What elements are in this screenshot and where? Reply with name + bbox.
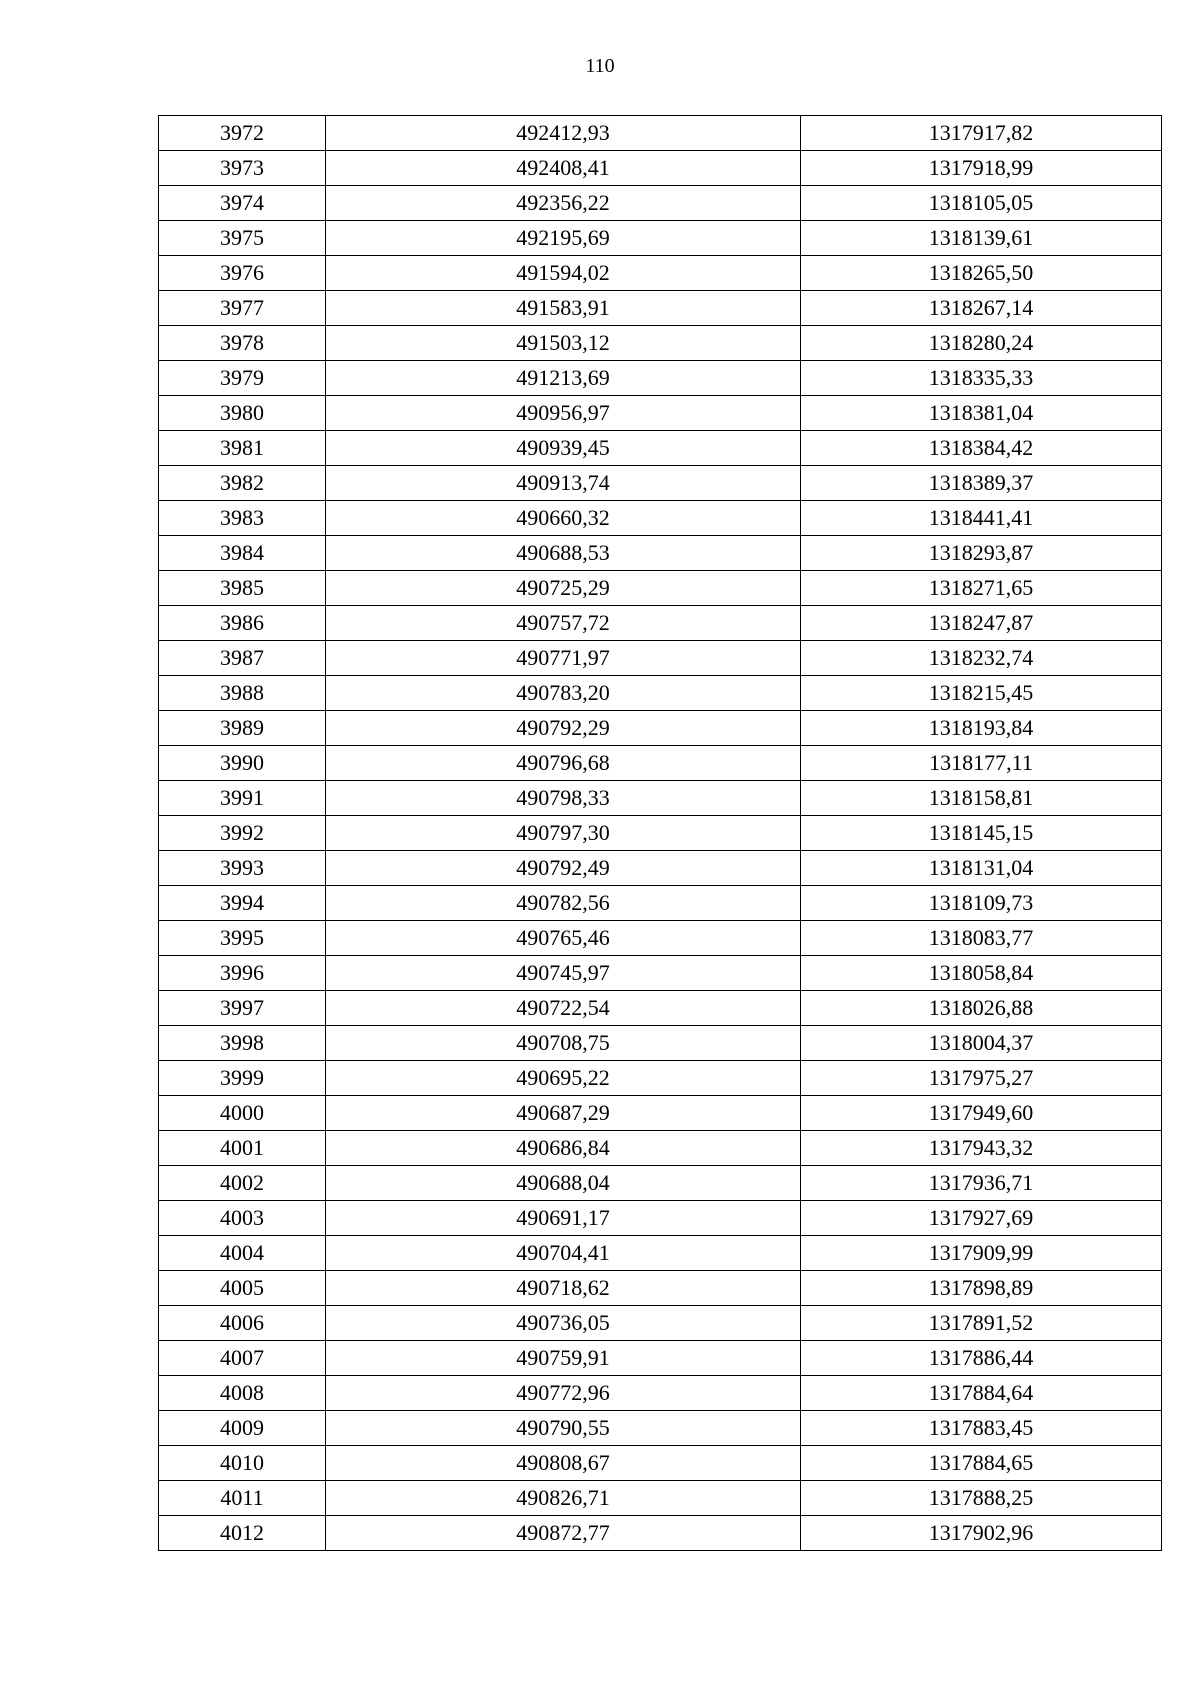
y-coordinate-cell: 1318109,73 xyxy=(801,886,1162,921)
table-row xyxy=(159,1481,1162,1516)
y-coordinate-cell: 1318131,04 xyxy=(801,851,1162,886)
table-row xyxy=(159,1026,1162,1061)
x-coordinate-cell: 492412,93 xyxy=(326,116,801,151)
x-coordinate-cell: 490792,29 xyxy=(326,711,801,746)
table-row xyxy=(159,291,1162,326)
x-coordinate-cell: 490686,84 xyxy=(326,1131,801,1166)
y-coordinate-cell: 1318026,88 xyxy=(801,991,1162,1026)
y-coordinate-cell: 1318441,41 xyxy=(801,501,1162,536)
table-row xyxy=(159,571,1162,606)
table-row xyxy=(159,781,1162,816)
table-row xyxy=(159,186,1162,221)
point-number-cell: 3980 xyxy=(159,396,326,431)
y-coordinate-cell: 1317884,64 xyxy=(801,1376,1162,1411)
point-number-cell: 3977 xyxy=(159,291,326,326)
point-number-cell: 3979 xyxy=(159,361,326,396)
y-coordinate-cell: 1318105,05 xyxy=(801,186,1162,221)
page-number: 110 xyxy=(585,55,615,77)
table-row xyxy=(159,501,1162,536)
y-coordinate-cell: 1317909,99 xyxy=(801,1236,1162,1271)
x-coordinate-cell: 490691,17 xyxy=(326,1201,801,1236)
y-coordinate-cell: 1317936,71 xyxy=(801,1166,1162,1201)
table-row xyxy=(159,1096,1162,1131)
x-coordinate-cell: 490826,71 xyxy=(326,1481,801,1516)
point-number-cell: 3989 xyxy=(159,711,326,746)
x-coordinate-cell: 491594,02 xyxy=(326,256,801,291)
table-row xyxy=(159,676,1162,711)
y-coordinate-cell: 1317902,96 xyxy=(801,1516,1162,1551)
point-number-cell: 3997 xyxy=(159,991,326,1026)
y-coordinate-cell: 1318177,11 xyxy=(801,746,1162,781)
y-coordinate-cell: 1317975,27 xyxy=(801,1061,1162,1096)
x-coordinate-cell: 490772,96 xyxy=(326,1376,801,1411)
y-coordinate-cell: 1318280,24 xyxy=(801,326,1162,361)
table-row xyxy=(159,606,1162,641)
y-coordinate-cell: 1317884,65 xyxy=(801,1446,1162,1481)
table-row xyxy=(159,396,1162,431)
x-coordinate-cell: 490782,56 xyxy=(326,886,801,921)
table-row xyxy=(159,466,1162,501)
x-coordinate-cell: 491213,69 xyxy=(326,361,801,396)
table-row xyxy=(159,991,1162,1026)
table-row xyxy=(159,116,1162,151)
coordinates-table xyxy=(158,115,1162,1551)
point-number-cell: 4012 xyxy=(159,1516,326,1551)
x-coordinate-cell: 490695,22 xyxy=(326,1061,801,1096)
point-number-cell: 3993 xyxy=(159,851,326,886)
x-coordinate-cell: 490704,41 xyxy=(326,1236,801,1271)
y-coordinate-cell: 1318271,65 xyxy=(801,571,1162,606)
point-number-cell: 4005 xyxy=(159,1271,326,1306)
point-number-cell: 4010 xyxy=(159,1446,326,1481)
y-coordinate-cell: 1318004,37 xyxy=(801,1026,1162,1061)
x-coordinate-cell: 490783,20 xyxy=(326,676,801,711)
y-coordinate-cell: 1317898,89 xyxy=(801,1271,1162,1306)
x-coordinate-cell: 490939,45 xyxy=(326,431,801,466)
y-coordinate-cell: 1318384,42 xyxy=(801,431,1162,466)
table-row xyxy=(159,1131,1162,1166)
y-coordinate-cell: 1317927,69 xyxy=(801,1201,1162,1236)
x-coordinate-cell: 490708,75 xyxy=(326,1026,801,1061)
point-number-cell: 3983 xyxy=(159,501,326,536)
x-coordinate-cell: 490722,54 xyxy=(326,991,801,1026)
table-row xyxy=(159,221,1162,256)
x-coordinate-cell: 491583,91 xyxy=(326,291,801,326)
point-number-cell: 4006 xyxy=(159,1306,326,1341)
y-coordinate-cell: 1318215,45 xyxy=(801,676,1162,711)
x-coordinate-cell: 492356,22 xyxy=(326,186,801,221)
table-row xyxy=(159,956,1162,991)
table-row xyxy=(159,1376,1162,1411)
table-row xyxy=(159,536,1162,571)
point-number-cell: 3978 xyxy=(159,326,326,361)
table-row xyxy=(159,1236,1162,1271)
point-number-cell: 3976 xyxy=(159,256,326,291)
table-row xyxy=(159,816,1162,851)
table-row xyxy=(159,1341,1162,1376)
table-row xyxy=(159,1061,1162,1096)
y-coordinate-cell: 1318158,81 xyxy=(801,781,1162,816)
y-coordinate-cell: 1317917,82 xyxy=(801,116,1162,151)
point-number-cell: 3998 xyxy=(159,1026,326,1061)
table-row xyxy=(159,361,1162,396)
table-row xyxy=(159,746,1162,781)
table-row xyxy=(159,886,1162,921)
point-number-cell: 3973 xyxy=(159,151,326,186)
x-coordinate-cell: 490687,29 xyxy=(326,1096,801,1131)
point-number-cell: 3994 xyxy=(159,886,326,921)
y-coordinate-cell: 1318335,33 xyxy=(801,361,1162,396)
x-coordinate-cell: 490765,46 xyxy=(326,921,801,956)
coordinates-table-body xyxy=(159,116,1162,1551)
table-row xyxy=(159,431,1162,466)
table-row xyxy=(159,1306,1162,1341)
table-row xyxy=(159,1446,1162,1481)
point-number-cell: 3984 xyxy=(159,536,326,571)
point-number-cell: 4004 xyxy=(159,1236,326,1271)
point-number-cell: 3974 xyxy=(159,186,326,221)
x-coordinate-cell: 490725,29 xyxy=(326,571,801,606)
point-number-cell: 3990 xyxy=(159,746,326,781)
x-coordinate-cell: 490688,04 xyxy=(326,1166,801,1201)
x-coordinate-cell: 490792,49 xyxy=(326,851,801,886)
table-row xyxy=(159,151,1162,186)
y-coordinate-cell: 1318083,77 xyxy=(801,921,1162,956)
table-row xyxy=(159,1411,1162,1446)
point-number-cell: 4007 xyxy=(159,1341,326,1376)
y-coordinate-cell: 1318293,87 xyxy=(801,536,1162,571)
y-coordinate-cell: 1317891,52 xyxy=(801,1306,1162,1341)
point-number-cell: 3986 xyxy=(159,606,326,641)
table-row xyxy=(159,326,1162,361)
y-coordinate-cell: 1317943,32 xyxy=(801,1131,1162,1166)
point-number-cell: 4002 xyxy=(159,1166,326,1201)
x-coordinate-cell: 490797,30 xyxy=(326,816,801,851)
x-coordinate-cell: 490913,74 xyxy=(326,466,801,501)
x-coordinate-cell: 492195,69 xyxy=(326,221,801,256)
y-coordinate-cell: 1318193,84 xyxy=(801,711,1162,746)
y-coordinate-cell: 1317949,60 xyxy=(801,1096,1162,1131)
point-number-cell: 3988 xyxy=(159,676,326,711)
point-number-cell: 4009 xyxy=(159,1411,326,1446)
table-row xyxy=(159,921,1162,956)
y-coordinate-cell: 1318389,37 xyxy=(801,466,1162,501)
y-coordinate-cell: 1318265,50 xyxy=(801,256,1162,291)
y-coordinate-cell: 1317883,45 xyxy=(801,1411,1162,1446)
table-row xyxy=(159,711,1162,746)
point-number-cell: 4008 xyxy=(159,1376,326,1411)
point-number-cell: 4003 xyxy=(159,1201,326,1236)
x-coordinate-cell: 490757,72 xyxy=(326,606,801,641)
table-row xyxy=(159,641,1162,676)
table-row xyxy=(159,256,1162,291)
x-coordinate-cell: 490808,67 xyxy=(326,1446,801,1481)
x-coordinate-cell: 490796,68 xyxy=(326,746,801,781)
point-number-cell: 3981 xyxy=(159,431,326,466)
point-number-cell: 3972 xyxy=(159,116,326,151)
table-row xyxy=(159,1271,1162,1306)
point-number-cell: 4001 xyxy=(159,1131,326,1166)
y-coordinate-cell: 1317888,25 xyxy=(801,1481,1162,1516)
y-coordinate-cell: 1318058,84 xyxy=(801,956,1162,991)
point-number-cell: 3982 xyxy=(159,466,326,501)
y-coordinate-cell: 1317886,44 xyxy=(801,1341,1162,1376)
point-number-cell: 3975 xyxy=(159,221,326,256)
point-number-cell: 3985 xyxy=(159,571,326,606)
y-coordinate-cell: 1318232,74 xyxy=(801,641,1162,676)
x-coordinate-cell: 490798,33 xyxy=(326,781,801,816)
point-number-cell: 3991 xyxy=(159,781,326,816)
point-number-cell: 3996 xyxy=(159,956,326,991)
table-row xyxy=(159,1166,1162,1201)
x-coordinate-cell: 490688,53 xyxy=(326,536,801,571)
table-row xyxy=(159,851,1162,886)
x-coordinate-cell: 490872,77 xyxy=(326,1516,801,1551)
x-coordinate-cell: 490790,55 xyxy=(326,1411,801,1446)
x-coordinate-cell: 490771,97 xyxy=(326,641,801,676)
y-coordinate-cell: 1318267,14 xyxy=(801,291,1162,326)
x-coordinate-cell: 492408,41 xyxy=(326,151,801,186)
x-coordinate-cell: 491503,12 xyxy=(326,326,801,361)
y-coordinate-cell: 1318381,04 xyxy=(801,396,1162,431)
x-coordinate-cell: 490736,05 xyxy=(326,1306,801,1341)
point-number-cell: 3999 xyxy=(159,1061,326,1096)
x-coordinate-cell: 490718,62 xyxy=(326,1271,801,1306)
x-coordinate-cell: 490745,97 xyxy=(326,956,801,991)
point-number-cell: 4011 xyxy=(159,1481,326,1516)
x-coordinate-cell: 490759,91 xyxy=(326,1341,801,1376)
point-number-cell: 3995 xyxy=(159,921,326,956)
point-number-cell: 4000 xyxy=(159,1096,326,1131)
y-coordinate-cell: 1317918,99 xyxy=(801,151,1162,186)
x-coordinate-cell: 490660,32 xyxy=(326,501,801,536)
table-row xyxy=(159,1516,1162,1551)
table-row xyxy=(159,1201,1162,1236)
x-coordinate-cell: 490956,97 xyxy=(326,396,801,431)
point-number-cell: 3992 xyxy=(159,816,326,851)
y-coordinate-cell: 1318139,61 xyxy=(801,221,1162,256)
y-coordinate-cell: 1318247,87 xyxy=(801,606,1162,641)
y-coordinate-cell: 1318145,15 xyxy=(801,816,1162,851)
point-number-cell: 3987 xyxy=(159,641,326,676)
